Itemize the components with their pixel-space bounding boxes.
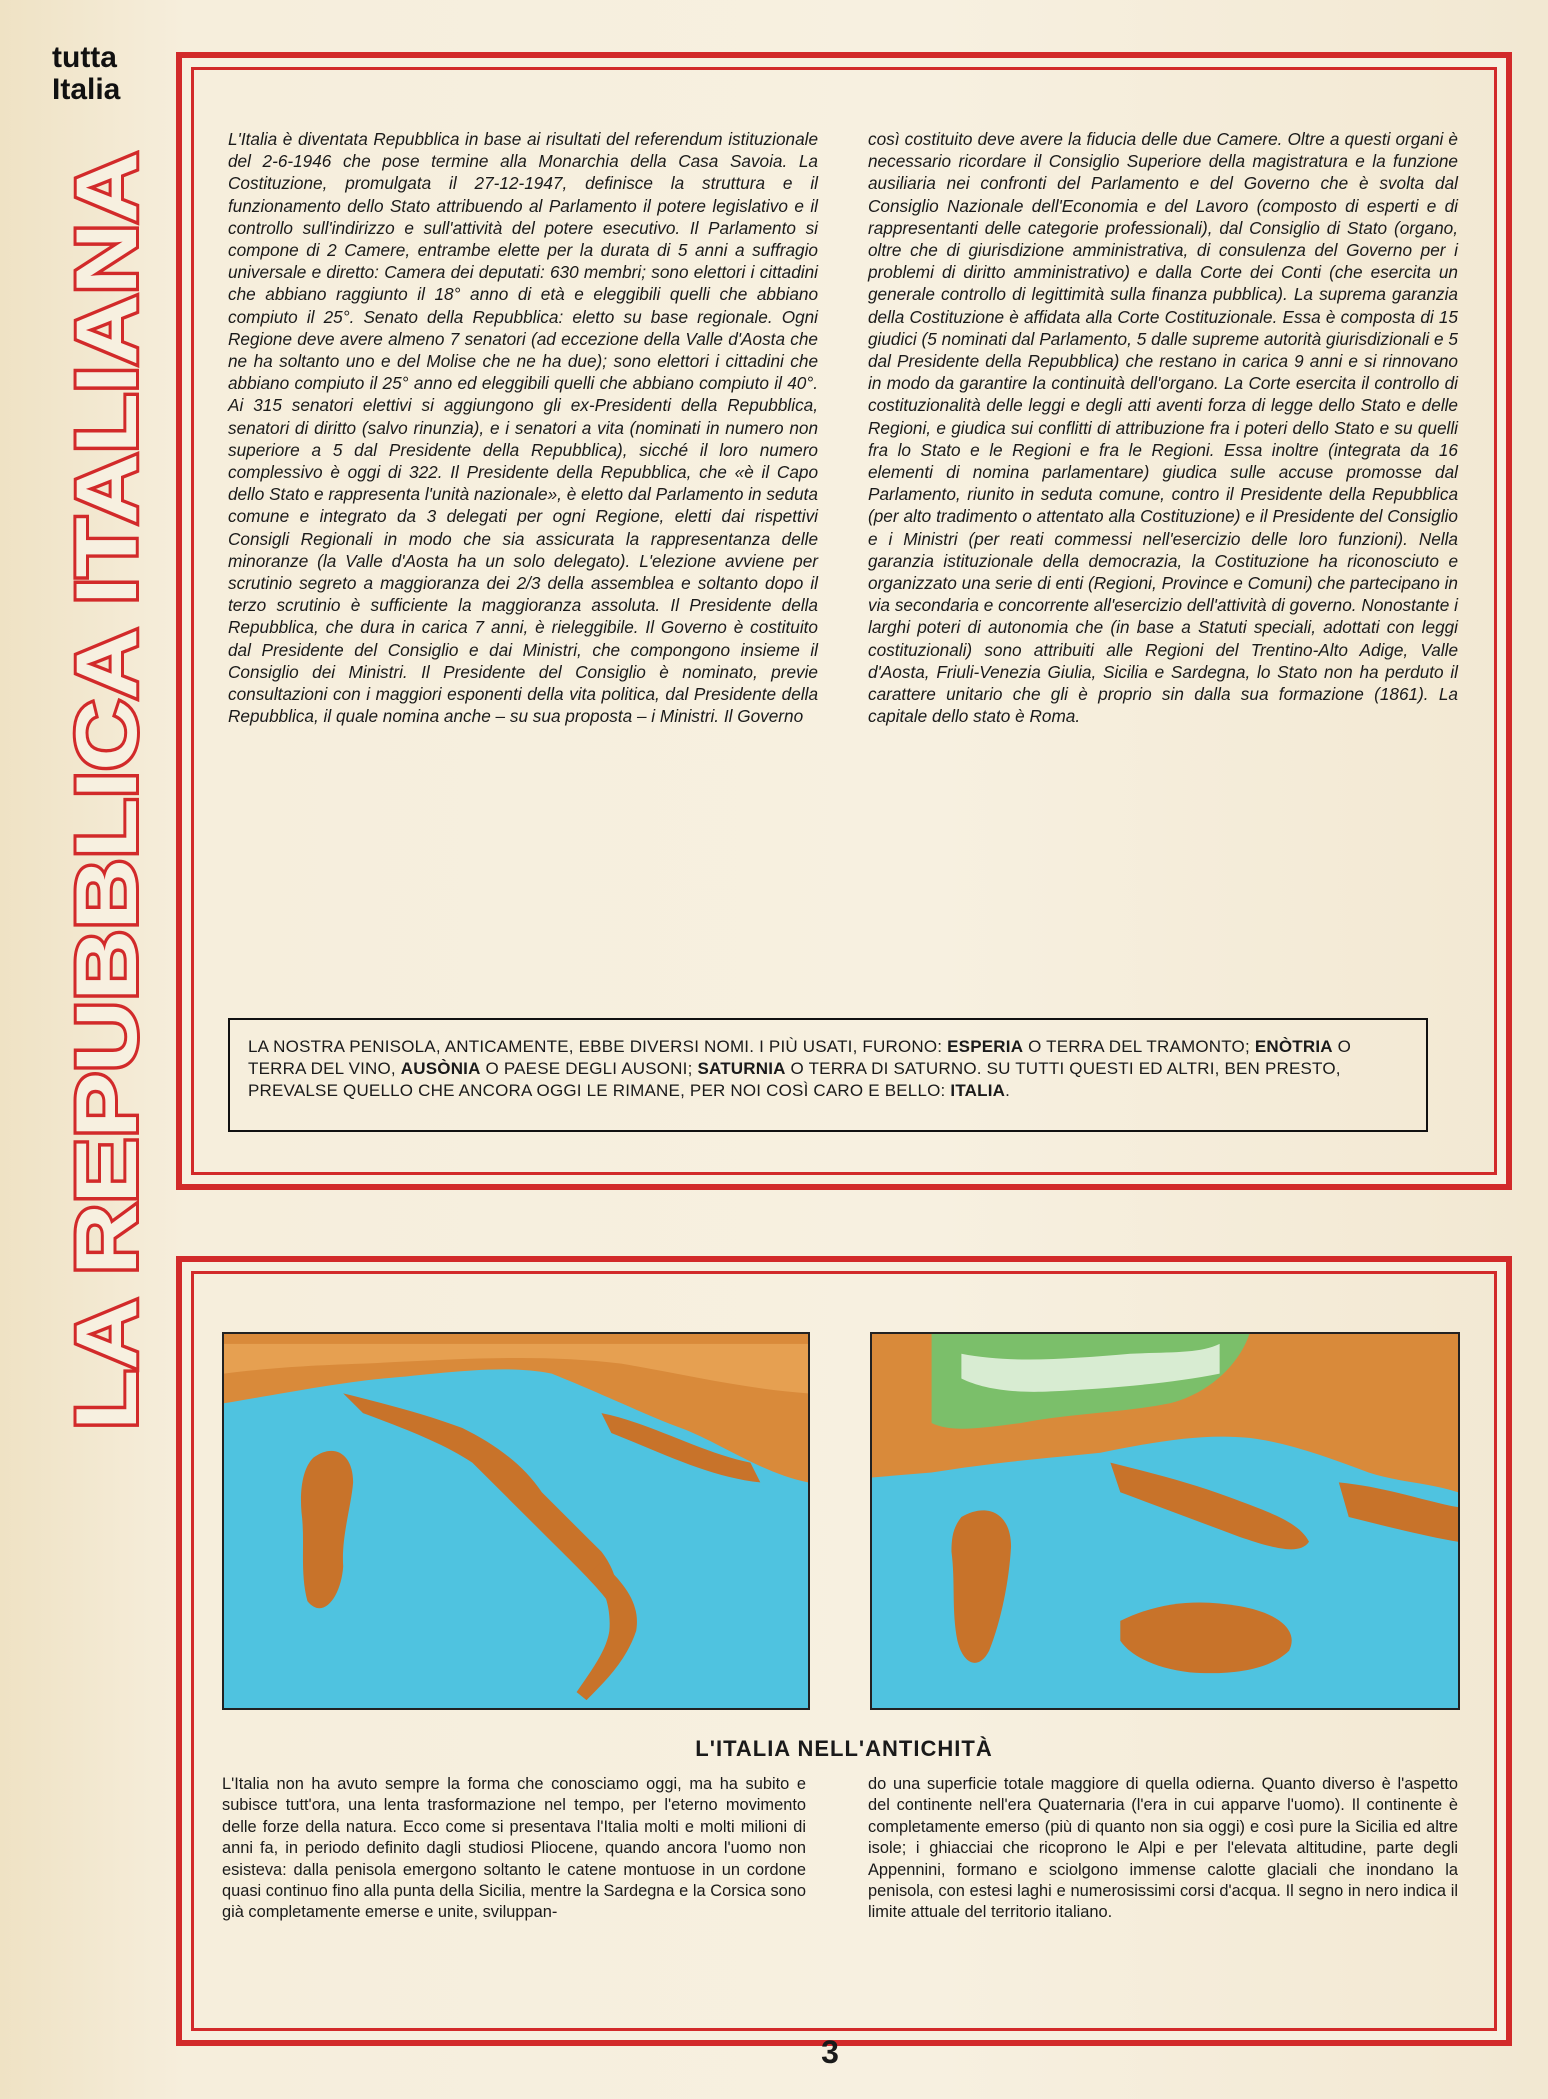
antiquity-column-right [868,1774,1458,1924]
notice-name-ausonia: AUSÒNIA [400,1059,481,1078]
notice-name-saturnia: SATURNIA [697,1059,786,1078]
antiquity-text-right: do una superficie totale maggiore di quella odierna. Quanto diverso è l'aspetto del continente nell'era Quaternaria (l'era in cui apparve l'uomo). Il continente è completamente emerso (più di quanto non sia oggi) e così pure la Sicilia ed altre isole; i ghiacciai che ricoprono le Alpi e per l'elevata altitudine, parte degli Appennini, formano e sciolgono immense calotte glaciali che inondano la penisola, con estesi laghi e numerosissimi corsi d'acqua. Il segno in nero indica il limite attuale del territorio italiano. [868,1775,1458,1922]
vertical-title [58,150,158,1430]
brand-line-1: tutta [52,41,117,74]
notice-name-italia: ITALIA [950,1081,1006,1100]
article-column-right [868,128,1458,727]
antiquity-text-left: L'Italia non ha avuto sempre la forma che conosciamo oggi, ma ha subito e subisce tutt'ora, una lenta trasformazione nel tempo, per l'eterno movimento delle forze della natura. Ecco come si presentava l'Italia molti e molti milioni di anni fa, in periodo definito dagli studiosi Pliocene, quando ancora l'uomo non esisteva: dalla penisola emergono soltanto le catene montuose in un cordone quasi continuo fino alla punta della Sicilia, mentre la Sardegna e la Corsica sono già completamente emerse e unite, sviluppan- [222,1775,806,1922]
page-number: 3 [821,2034,839,2070]
magazine-brand [52,42,120,106]
brand-line-2: Italia [52,73,121,106]
notice-text-3: O TERRA DEL VINO, [248,1037,1352,1078]
notice-name-esperia: ESPERIA [947,1037,1024,1056]
vertical-title-text: LA REPUBBLICA ITALIANA [59,315,155,1430]
ancient-names-box [228,1018,1428,1132]
article-text-left: L'Italia è diventata Repubblica in base ai risultati del referendum istituzionale del 2-6-1946 che pose termine alla Monarchia della Casa Savoia. La Costituzione, promulgata il 27-12-1947, definisce la struttura e il funzionamento dello Stato attribuendo al Parlamento il potere legislativo e il controllo sull'indirizzo e sull'attività del potere esecutivo. Il Parlamento si compone di 2 Camere, entrambe elette per la durata di 5 anni a suffragio universale e diretto: Camera dei deputati: 630 membri; sono elettori i cittadini che abbiano raggiunto il 18° anno di età e eleggibili quelli che abbiano compiuto il 25°. Senato della Repubblica: eletto su base regionale. Ogni Regione deve avere almeno 7 senatori (ad eccezione della Valle d'Aosta che ne ha soltanto uno e del Molise che ne ha due); sono elettori i cittadini che abbiano compiuto il 25° anno ed eleggibili quelli che abbiano compiuto il 40°. Ai 315 senatori elettivi si aggiungono gli ex-Presidenti della Repubblica, senatori di diritto (salvo rinunzia), e i senatori a vita (nominati in numero non superiore a 5 dal Presidente della Repubblica), sicché il loro numero complessivo è oggi di 322. Il Presidente della Repubblica, che «è il Capo dello Stato e rappresenta l'unità nazionale», è eletto dal Parlamento in seduta comune e integrato da 3 delegati per ogni Regione, eletti dai rispettivi Consigli Regionali in modo che sia assicurata la rappresentanza delle minoranze (la Valle d'Aosta ha un solo delegato). L'elezione avviene per scrutinio segreto a maggioranza dei 2/3 della assemblea e soltanto dopo il terzo scrutinio è sufficiente la maggioranza assoluta. Il Presidente della Repubblica, che dura in carica 7 anni, è rieleggibile. Il Governo è costituito dal Presidente del Consiglio e dai Ministri, che compongono insieme il Consiglio dei Ministri. Il Presidente del Consiglio è nominato, previe consultazioni con i maggiori esponenti della vita politica, dal Presidente della Repubblica, il quale nomina anche – su sua proposta – i Ministri. Il Governo [228,129,818,727]
notice-text-1: LA NOSTRA PENISOLA, ANTICAMENTE, EBBE DIVERSI NOMI. I PIÙ USATI, FURONO: [248,1037,948,1056]
antiquity-column-left [222,1774,806,1924]
notice-name-enotria: ENÒTRIA [1254,1037,1333,1056]
map-quaternary [870,1332,1460,1710]
map-pliocene [222,1332,810,1710]
article-column-left [228,128,818,727]
notice-text-2: O TERRA DEL TRAMONTO; [1023,1037,1255,1056]
notice-text-5: O TERRA DI SATURNO. SU TUTTI QUESTI ED ALTRI, BEN PRESTO, PREVALSE QUELLO CHE ANCORA OGGI LE RIMANE, PER NOI COSÌ CARO E BELLO: [248,1059,1341,1100]
antiquity-title: L'ITALIA NELL'ANTICHITÀ [695,1736,993,1761]
notice-text-6: . [1005,1081,1011,1100]
article-text-right: così costituito deve avere la fiducia delle due Camere. Oltre a questi organi è necessario ricordare il Consiglio Superiore della magistratura e la funzione ausiliaria nei confronti del Parlamento e del Governo che è svolta dal Consiglio Nazionale dell'Economia e del Lavoro (composto di esperti e di rappresentanti delle categorie professionali), dal Consiglio di Stato (organo, oltre che di giurisdizione amministrativa, di consulenza del Governo per i problemi di diritto amministrativo) e dalla Corte dei Conti (che esercita un generale controllo di legittimità sulla finanza pubblica). La suprema garanzia della Costituzione è affidata alla Corte Costituzionale. Essa è composta di 15 giudici (5 nominati dal Parlamento, 5 dalle supreme autorità giurisdizionali e 5 dal Presidente della Repubblica) che restano in carica 9 anni e si rinnovano in modo da garantire la continuità dell'organo. La Corte esercita il controllo di costituzionalità delle leggi e degli atti aventi forza di legge dello Stato e delle Regioni, e giudica sui conflitti di attribuzione fra i poteri dello Stato e su quelli fra lo Stato e le Regioni e fra le Regioni. Essa inoltre (integrata da 16 elementi di nomina parlamentare) giudica sulle accuse promosse dal Parlamento, riunito in seduta comune, contro il Presidente della Repubblica (per alto tradimento o attentato alla Costituzione) e il Presidente del Consiglio e i Ministri (per reati commessi nell'esercizio delle loro funzioni). Nella garanzia istituzionale della democrazia, la Costituzione ha riconosciuto e organizzato una serie di enti (Regioni, Province e Comuni) che partecipano in via secondaria e concorrente all'esercizio dell'attività di governo. Nonostante i larghi poteri di autonomia che (in base a Statuti speciali, adottati con leggi costituzionali) sono attribuiti alle Regioni del Trentino-Alto Adige, Valle d'Aosta, Friuli-Venezia Giulia, Sicilia e Sardegna, lo Stato non ha perduto il carattere unitario che gli è proprio sin dalla sua formazione (1861). La capitale dello stato è Roma. [868,129,1458,727]
notice-text-4: O PAESE DEGLI AUSONI; [480,1059,698,1078]
